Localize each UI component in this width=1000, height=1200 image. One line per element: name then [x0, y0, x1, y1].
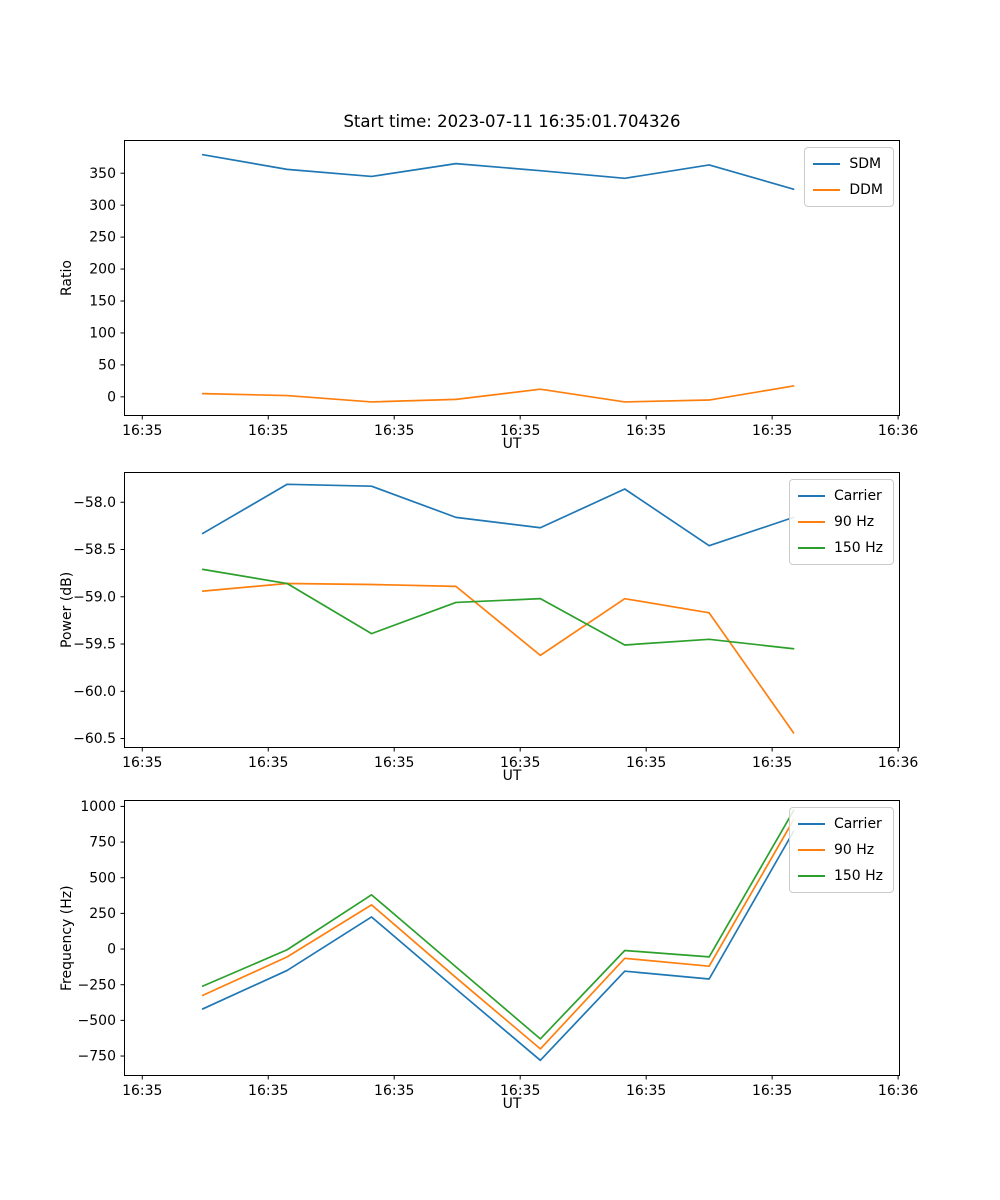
figure-title: Start time: 2023-07-11 16:35:01.704326	[343, 112, 681, 131]
series-line-carrier	[203, 484, 794, 545]
x-axis-label-ut-2: UT	[502, 768, 522, 784]
legend-entry	[798, 509, 883, 535]
x-tick-label: 16:35	[374, 423, 415, 439]
legend-line-swatch	[813, 163, 840, 165]
plot-frequency	[77, 799, 919, 1099]
legend-line-swatch	[798, 521, 825, 523]
axes-border	[125, 473, 900, 748]
x-tick-label: 16:35	[122, 755, 163, 771]
y-tick-label: −58.0	[73, 494, 116, 511]
x-tick-label: 16:35	[751, 755, 793, 771]
legend-entry	[798, 837, 883, 863]
x-tick-label: 16:35	[751, 1083, 793, 1099]
y-tick-label: 100	[89, 325, 116, 342]
x-tick-label: 16:35	[248, 1083, 289, 1099]
x-tick-label: 16:35	[625, 755, 667, 771]
series-line-carrier	[203, 831, 794, 1060]
y-tick-label: −59.0	[73, 589, 116, 606]
legend-entry	[798, 811, 883, 837]
legend-power	[789, 479, 894, 565]
legend-line-swatch	[798, 875, 825, 877]
y-tick-label: 0	[107, 389, 116, 406]
x-tick-label: 16:35	[625, 423, 667, 439]
x-tick-label: 16:35	[374, 755, 415, 771]
y-tick-label: 300	[89, 197, 116, 214]
axes-border	[125, 801, 900, 1076]
legend-line-swatch	[798, 849, 825, 851]
y-tick-label: 250	[89, 229, 116, 246]
x-tick-label: 16:36	[877, 423, 919, 439]
x-tick-label: 16:36	[877, 1083, 919, 1099]
x-tick-label: 16:35	[248, 423, 289, 439]
series-line-90-hz	[203, 820, 794, 1049]
series-line-90-hz	[203, 584, 794, 733]
x-tick-label: 16:35	[500, 1083, 541, 1099]
x-tick-label: 16:35	[122, 1083, 163, 1099]
y-tick-label: −59.5	[73, 636, 116, 653]
y-tick-label: −60.5	[73, 731, 116, 748]
axes-border	[125, 141, 900, 416]
x-tick-label: 16:35	[625, 1083, 667, 1099]
legend-label: 150 Hz	[833, 540, 883, 556]
legend-label: 90 Hz	[833, 842, 875, 858]
series-line-ddm	[203, 386, 794, 402]
x-axis-label-ut-1: UT	[502, 436, 522, 452]
x-tick-label: 16:35	[500, 423, 541, 439]
series-line-sdm	[203, 155, 794, 190]
y-tick-label: −58.5	[73, 542, 116, 559]
legend-label: DDM	[849, 182, 883, 198]
y-tick-label: 1000	[80, 799, 116, 816]
x-tick-label: 16:35	[248, 755, 289, 771]
legend-entry	[798, 483, 883, 509]
y-axis-label-power: Power (dB)	[59, 571, 75, 649]
legend-line-swatch	[798, 495, 825, 497]
legend-line-swatch	[813, 189, 840, 191]
y-tick-label: 0	[107, 941, 116, 958]
y-axis-label-frequency: Frequency (Hz)	[59, 885, 75, 991]
y-tick-label: −750	[77, 1048, 116, 1065]
x-tick-label: 16:35	[374, 1083, 415, 1099]
plot-power	[73, 472, 919, 771]
y-tick-label: 500	[89, 870, 116, 887]
legend-label: 150 Hz	[833, 868, 883, 884]
y-tick-label: 750	[89, 834, 116, 851]
x-tick-label: 16:35	[500, 755, 541, 771]
legend-entry	[798, 535, 883, 561]
legend-entry	[798, 863, 883, 889]
y-tick-label: −500	[77, 1012, 116, 1029]
y-axis-label-ratio: Ratio	[59, 260, 75, 296]
y-tick-label: 150	[89, 293, 116, 310]
legend-label: Carrier	[833, 488, 882, 504]
legend-label: 90 Hz	[833, 514, 875, 530]
y-tick-label: 250	[89, 906, 116, 923]
legend-ratio	[804, 147, 894, 207]
y-tick-label: −60.0	[73, 683, 116, 700]
legend-entry	[813, 177, 883, 203]
legend-entry	[813, 151, 883, 177]
x-axis-label-ut-3: UT	[502, 1096, 522, 1112]
y-tick-label: 50	[98, 357, 116, 374]
plot-ratio	[89, 140, 919, 439]
x-tick-label: 16:35	[751, 423, 793, 439]
series-line-150-hz	[203, 569, 794, 648]
y-tick-label: 200	[89, 261, 116, 278]
x-tick-label: 16:36	[877, 755, 919, 771]
legend-line-swatch	[798, 823, 825, 825]
legend-line-swatch	[798, 547, 825, 549]
y-tick-label: −250	[77, 977, 116, 994]
legend-label: SDM	[849, 156, 882, 172]
y-tick-label: 350	[89, 165, 116, 182]
legend-label: Carrier	[833, 816, 882, 832]
x-tick-label: 16:35	[122, 423, 163, 439]
series-line-150-hz	[203, 811, 794, 1039]
legend-frequency	[789, 807, 894, 893]
